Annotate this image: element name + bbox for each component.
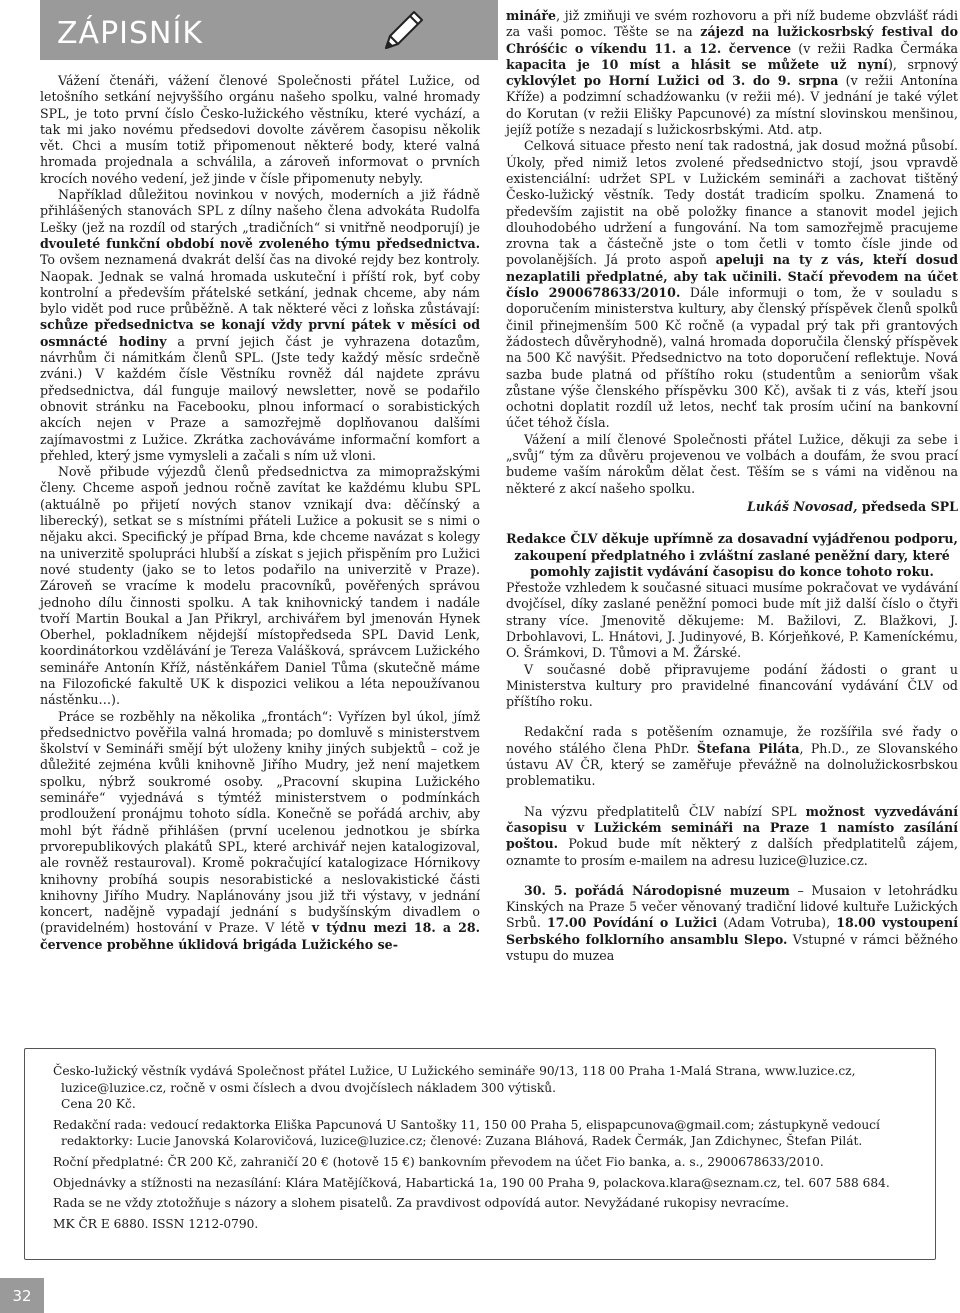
thanks-statement: Redakce ČLV děkuje upřímně za dosavadní vyjádřenou podporu, zakoupení předplatného i zvláštní zaslané peněžní dary, které pomohly zajistit vydávání časopisu do konce tohoto roku. [506,531,958,579]
imprint-box [24,1048,936,1260]
paragraph: Například důležitou novinkou v nových, moderních a již řádně přihlášených stanovách SPL z dílny našeho člena advokáta Rudolfa Lešky (jež na rozdíl od starých „tradičních“ si vnitřně neodporují) je dvouleté funkční období nově zvoleného týmu předsednictva. To ovšem neznamená dvakrát delší čas na divoké rejdy bez kontroly. Naopak. Jednak se valná hromada uskuteční i příští rok, byť coby kontrolní a především přátelské setkání, jednak chceme, aby nám bylo vidět pod ruce průběžně. A tak některé věci z loňska zůstávají: schůze předsednictva se konají vždy první pátek v měsíci od osmnácté hodiny a první jejich část je vyhrazena dotazům, návrhům či námitkám členů SPL. (Jste tedy každý měsíc srdečně zváni.) V každém čísle Věstníku rovněž dál najdete zprávu předsednictva, dál funguje mailový newsletter, nově se podařilo obnovit stránku na Facebooku, plnou informací o sorabistických akcích nejen v Praze a samozřejmě doplňovanou dalšími zajímavostmi z Lužice. Zkrátka zachováváme informační komfort a přehled, který jsme vymysleli a začali s ním už vloni. [40,187,480,463]
paragraph: Přestože vzhledem k současné situaci musíme pokračovat ve vydávání dvojčísel, díky zaslané peněžní pomoci bude mít již další číslo o čtyři strany více. Jmenovitě děkujeme: M. Bažilovi, Z. Blažkovi, J. Drbohlavovi, L. Hnátovi, J. Judinyové, B. Kórjeňkové, P. Kameníckému, O. Šrámkovi, D. Tůmovi a M. Žárské. [506,580,958,661]
imprint-line: Roční předplatné: ČR 200 Kč, zahraničí 20 € (hotově 15 €) bankovním převodem na účet Fio banka, a. s., 2900678633/2010. [53,1154,824,1169]
paragraph: V současné době připravujeme podání žádosti o grant u Ministerstva kultury pro pravidelné financování vydávání ČLV od příštího roku. [506,661,958,710]
paragraph: Na výzvu předplatitelů ČLV nabízí SPL možnost vyzvedávání časopisu v Lužickém semináři na Praze 1 namísto zasílání poštou. Pokud bude mít některý z dalších předplatitelů zájem, oznamte to prosím e-mailem na adresu luzice@luzice.cz. [506,803,958,868]
imprint-line: Česko-lužický věstník vydává Společnost přátel Lužice, U Lužického semináře 90/13, 118 00 Praha 1-Malá Strana, www.luzice.cz, luzice@luzice.cz, ročně v osmi číslech a dvou dvojčíslech nákladem 300 výtisků. Cena 20 Kč. [53,1064,856,1112]
paragraph: Vážení a milí členové Společnosti přátel Lužice, děkuji za sebe i „svůj“ tým za důvěru projevenou ve volbách a doufám, že svou prací budeme vaším nárokům dělat čest. Těším se s vámi na viděnou na některé z akcí našeho spolku. [506,431,958,496]
paragraph: 30. 5. pořádá Národopisné muzeum – Musaion v letohrádku Kinských na Praze 5 večer věnovaný tradiční lidové kultuře Lužických Srbů. 17.00 Povídání o Lužici (Adam Votruba), 18.00 vystoupení Serbského folklorního ansamblu Slepo. Vstupné v rámci běžného vstupu do muzea [506,882,958,964]
paragraph: Nově přibude výjezdů členů předsednictva za mimopražskými členy. Chceme aspoň jednou ročně zavítat ke každému klubu SPL (aktuálně po přijetí nových stanov vznikají dva: děčínský a liberecký), setkat se s místními přáteli Lužice a pokusit se s nimi o nějaku akci. Specifický je případ Brna, kde chceme navázat s kolegy na univerzitě spolupráci hlubší a získat s jejich přispěním pro Lužici nové studenty (jako se to letos podařilo na univerzitě v Praze). Zároveň se vracíme k modelu pracovníků, pověřených správou jednoho dílu činnosti spolku. A tak knihovnický tandem i nadále tvoří Martin Boukal a Jan Přikryl, archivářem byl jmenován Hynek Oberhel, pokladníkem nějdejší místopředseda SPL David Lenk, koordinátorkou vzdělávání je Tereza Valášková, správcem Lužického semináře Antonín Kříž, nástěnkářem Daniel Tůma (skutečně máme na Filozofické fakultě UK k dispozici velikou a léta nepoužívanou nástěnku…). [40,464,480,708]
imprint-line: Rada se ne vždy ztotožňuje s názory a slohem pisatelů. Za pravdivost odpovídá autor. Nevyžádané rukopisy nevracíme. [53,1196,789,1211]
imprint-line: Objednávky a stížnosti na nezasílání: Klára Matějíčková, Habartická 1a, 190 00 Praha 9, polackova.klara@seznam.cz, tel. 607 588 684. [53,1175,890,1190]
page-title: ZÁPISNÍK [57,16,204,51]
paragraph: Celková situace přesto není tak radostná, jak dosud možná působí. Úkoly, před nimiž letos zvolené předsednictvo stojí, jsou vpravdě existenciální: udržet SPL v Lužickém semináři a zachovat tištěný Česko-lužický věstník. Tedy dostát tradicím spolku. Znamená to především zajistit na obě položky finance a stanovit model jejich dlouhodobého udržení a fungování. Na tom samozřejmě pracujeme zrovna tak a částečně jste o tom četli v tomto čísle jinde od povolanějších. Já proto aspoň apeluji na ty z vás, kteří dosud nezaplatili předplatné, aby tak učinili. Stačí převodem na účet číslo 2900678633/2010. Dále informuji o tom, že v souladu s doporučením ministerstva kultury, aby členský příspěvek členů spolků činil přinejmenším 500 Kč ročně (a vypadal prý tak při grantových žádostech důvěryhodně), valná hromada doporučila členský příspěvek na 500 Kč navýšit. Předsednictvo na toto doporučení reflektuje. Nová sazba bude platná od příštího roku (studentům a seniorům však zůstane výše členského příspěvku 300 Kč), avšak ti z vás, kteří jsou ochotni doplatit rozdíl už letos, nechť tak prosím učiní na bankovní účet téhož čísla. [506,138,959,431]
paragraph: mináře, již zmiňuji ve svém rozhovoru a při níž budeme obzvlášť rádi za vaši pomoc. Těšte se na zájezd na lužickosrbský festival do Chróśćic o víkendu 11. a 12. července (v režii Radka Čermáka kapacita je 10 míst a hlásit se můžete už nyní), srpnový cyklovýlet po Horní Lužici od 3. do 9. srpna (v režii Antonína Kříže) a podzimní schadźowanku (v režii mé). V jednání je také výlet do Korutan (v režii Elišky Papcunové) za místní slovinskou menšinou, jejíž potíže s nezadají s lužickosrbskými. Atd. atp. [506,8,959,138]
paragraph: Práce se rozběhly na několika „frontách“: Vyřízen byl úkol, jímž předsednictvo pověřila valná hromada; po domluvě s ministerstvem školství v Semináři smějí být uloženy knihy jiných subjektů – což je důležité zejména kvůli knihovně Jiřího Mudry, jež není majetkem spolku, nýbrž soukromé osoby. „Pracovní skupina Lužického semináře“ vyjednává s týmtéž ministerstvem o podmínkách prodloužení pronájmu tohoto sídla. Konečně se pořádá archiv, aby mohl být řádně přihlášen (první ucelenou jednotkou je sbírka prvorepublikových plakátů SPL, které archivář nejen katalogizoval, ale rovněž restauroval). Kromě pokračující katalogizace Hórnikovy knihovny probíhá soupis nesorabistické a neslovakistické části knihovny Jiřího Mudry. Naplánovány jsou již tři výstavy, v jednání koncert, nadějně vypadají jednání s budyšínským divadlem o (pravidelném) hostování v Praze. V létě v týdnu mezi 18. a 28. července proběhne úklidová brigáda Lužického se- [40,708,480,952]
left-column [40,73,480,953]
imprint-line: MK ČR E 6880. ISSN 1212-0790. [53,1216,259,1231]
imprint-line: Redakční rada: vedoucí redaktorka Eliška Papcunová U Santošky 11, 150 00 Praha 5, elispapcunova@gmail.com; zástupkyně vedoucí redaktorky: Lucie Janovská Kolarovičová, luzice@luzice.cz; členové: Zuzana Bláhová, Radek Čermák, Jan Zdichynec, Štefan Pilát. [53,1117,880,1149]
paragraph: Vážení čtenáři, vážení členové Společnosti přátel Lužice, od letošního setkání nejvyššího orgánu našeho spolku, valné hromady SPL, je toto první číslo Česko-lužického věstníku, které vychází, a tak mi jako novému předsedovi dovolte závěrem časopisu několik vět. Chci a musím totiž připomenout některé body, které valná hromada projednala a schválila, a zároveň informovat o prvních krocích nového vedení, jež jinde v čísle připomenuty nebyly. [40,73,480,186]
paragraph: Redakční rada s potěšením oznamuje, že rozšířila své řady o nového stálého člena PhDr. Štefana Piláta, Ph.D., ze Slovanského ústavu AV ČR, který se zaměřuje převážně na dolnolužickosrbskou problematiku. [506,724,958,789]
page-number: 32 [0,1278,44,1313]
signature: Lukáš Novosad, předseda SPL [747,498,958,514]
pencil-icon [376,4,428,56]
right-column [506,8,958,964]
